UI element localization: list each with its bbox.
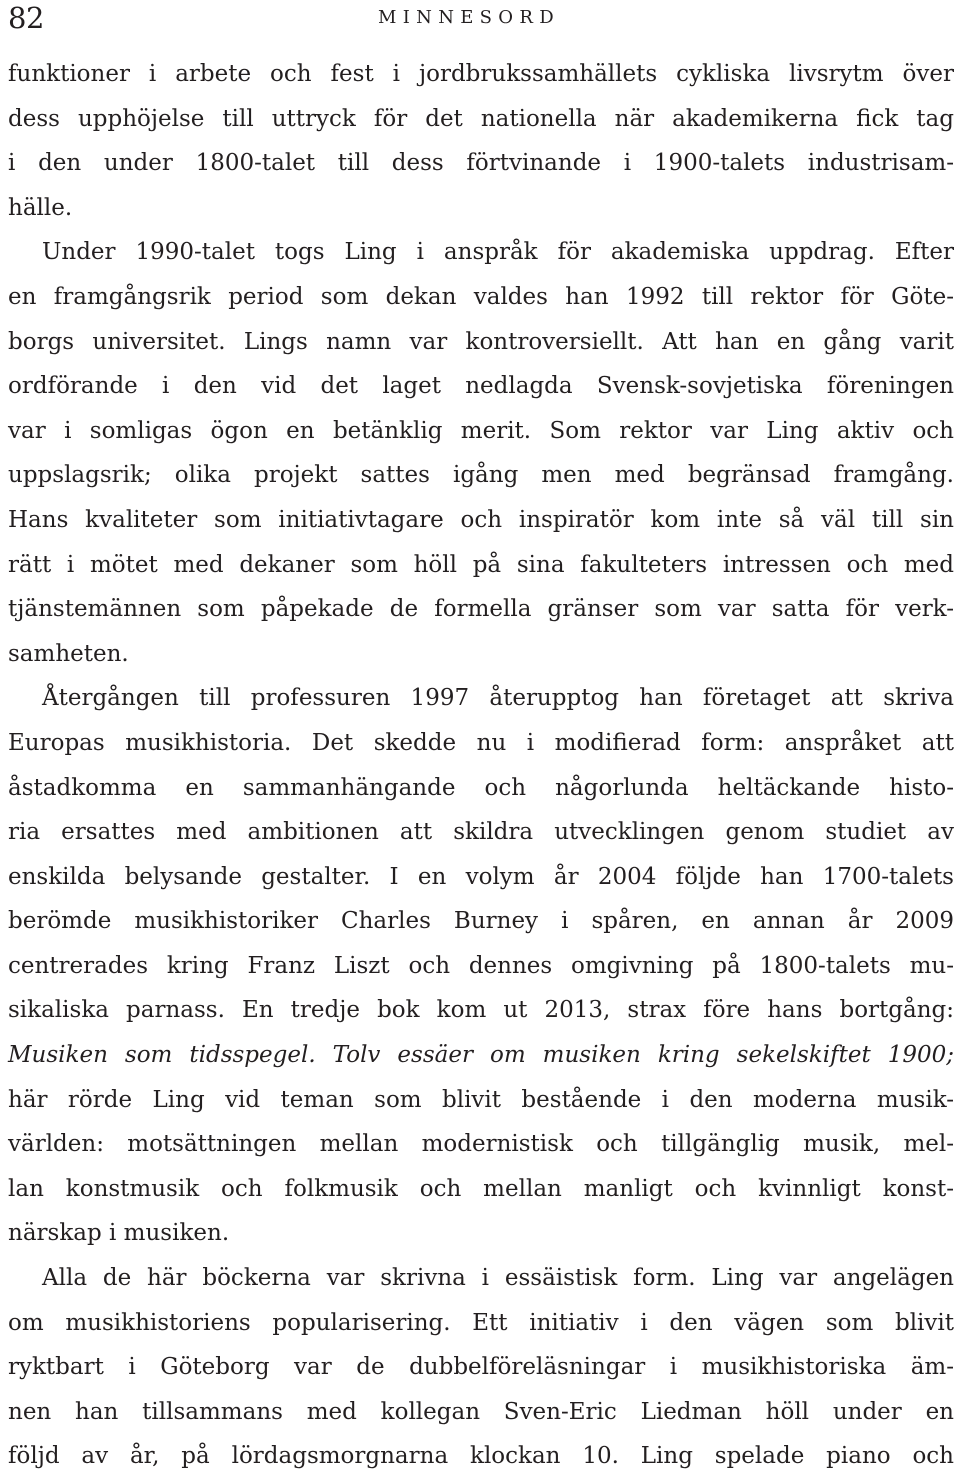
text-line: funktioner i arbete och fest i jordbrukssamhällets cykliska livsrytm över [8, 61, 954, 87]
page-number: 82 [8, 1, 44, 35]
paragraph-start-line: Alla de här böckerna var skrivna i essäistisk form. Ling var angelägen [42, 1265, 954, 1292]
text-line: berömde musikhistoriker Charles Burney i spåren, en annan år 2009 [8, 908, 954, 935]
text-line: nen han tillsammans med kollegan Sven-Eric Liedman höll under en [8, 1398, 954, 1425]
text-line: dess upphöjelse till uttryck för det nationella när akademikerna fick tag [8, 105, 954, 132]
text-line: ordförande i den vid det laget nedlagda Svensk-sovjetiska föreningen [8, 373, 954, 400]
running-head: MINNESORD [378, 7, 560, 28]
text-line: i den under 1800-talet till dess förtvinande i 1900-talets industrisam- [8, 150, 954, 177]
text-line: ryktbart i Göteborg var de dubbelföreläsningar i musikhistoriska äm- [8, 1354, 954, 1381]
text-line: uppslagsrik; olika projekt sattes igång men med begränsad framgång. [8, 462, 954, 489]
text-line: centrerades kring Franz Liszt och dennes omgivning på 1800-talets mu- [8, 952, 954, 979]
paragraph-start-line: Under 1990-talet togs Ling i anspråk för akademiska uppdrag. Efter [42, 239, 954, 266]
text-line: enskilda belysande gestalter. I en volym år 2004 följde han 1700-talets [8, 863, 954, 890]
paragraph-start-line: Återgången till professuren 1997 återupptog han företaget att skriva [42, 685, 954, 712]
text-line: samheten. [8, 640, 129, 667]
text-line: närskap i musiken. [8, 1220, 230, 1247]
text-line: hälle. [8, 194, 73, 221]
text-line: borgs universitet. Lings namn var kontroversiellt. Att han en gång varit [8, 328, 954, 355]
text-line: ria ersattes med ambitionen att skildra utvecklingen genom studiet av [8, 819, 954, 846]
text-line: lan konstmusik och folkmusik och mellan manligt och kvinnligt konst- [8, 1175, 954, 1202]
text-line: Hans kvaliteter som initiativtagare och inspiratör kom inte så väl till sin [8, 506, 954, 533]
text-line: sikaliska parnass. En tredje bok kom ut 2013, strax före hans bortgång: [8, 997, 954, 1024]
text-line: om musikhistoriens popularisering. Ett initiativ i den vägen som blivit [8, 1309, 954, 1336]
text-line: här rörde Ling vid teman som blivit bestående i den moderna musik- [8, 1086, 954, 1113]
page-header [0, 0, 960, 40]
text-line: rätt i mötet med dekaner som höll på sina fakulteters intressen och med [8, 551, 954, 578]
book-title-line: Musiken som tidsspegel. Tolv essäer om musiken kring sekelskiftet 1900; [8, 1042, 954, 1069]
text-line: en framgångsrik period som dekan valdes han 1992 till rektor för Göte- [8, 283, 954, 310]
text-line: åstadkomma en sammanhängande och någorlunda heltäckande histo- [8, 774, 954, 801]
text-line: var i somligas ögon en betänklig merit. Som rektor var Ling aktiv och [8, 417, 954, 444]
text-line: följd av år, på lördagsmorgnarna klockan 10. Ling spelade piano och [8, 1443, 954, 1470]
text-line: tjänstemännen som påpekade de formella gränser som var satta för verk- [8, 596, 954, 623]
body-text [8, 52, 954, 1479]
text-line: Europas musikhistoria. Det skedde nu i modifierad form: anspråket att [8, 729, 954, 756]
text-line: världen: motsättningen mellan modernistisk och tillgänglig musik, mel- [8, 1131, 954, 1158]
